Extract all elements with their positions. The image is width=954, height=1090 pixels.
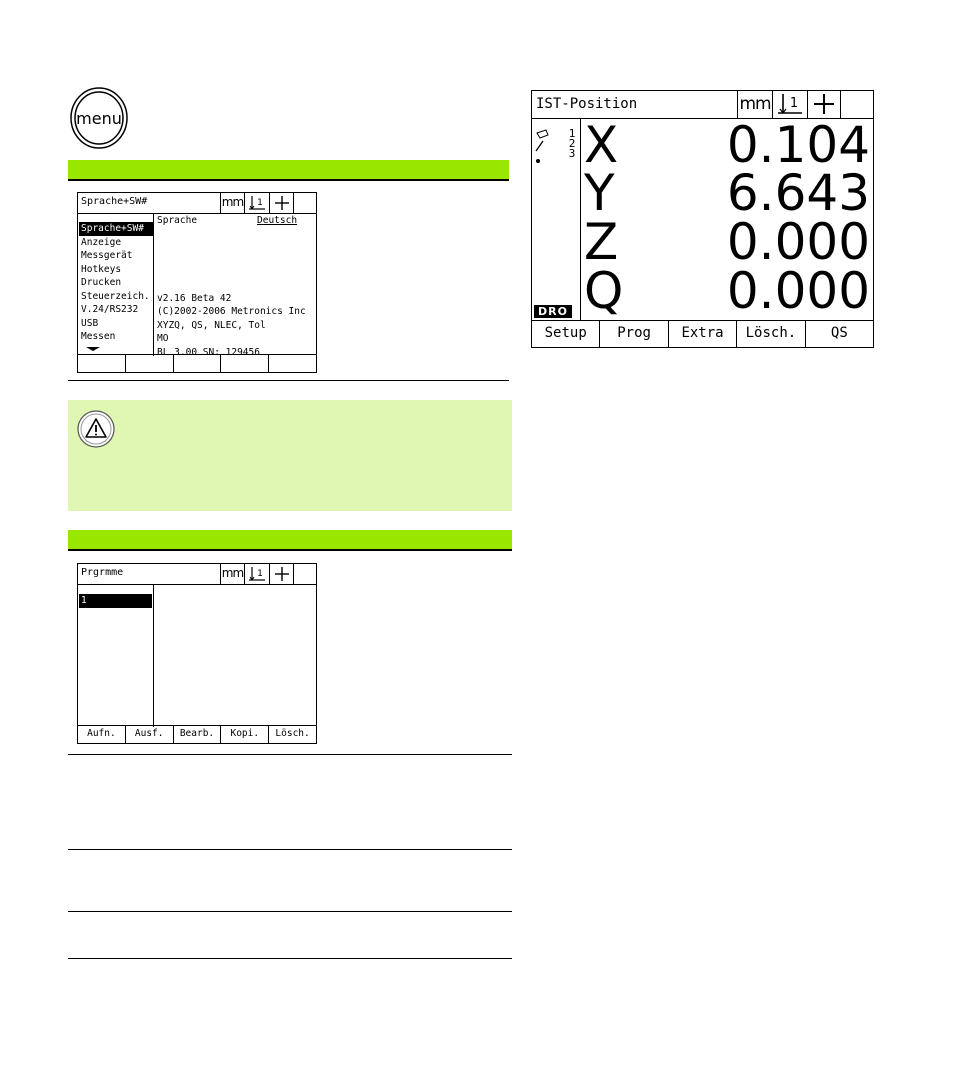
section-bar-2: [68, 530, 512, 549]
table-divider: [68, 958, 512, 959]
probe-icon: [534, 129, 550, 165]
unit-indicator: mm: [220, 193, 244, 213]
version-info: [157, 292, 306, 359]
side-numbers: [567, 129, 577, 159]
title-bar: [78, 564, 316, 585]
language-screen: [77, 192, 317, 373]
program-list-item[interactable]: 1: [79, 594, 152, 608]
language-value[interactable]: Deutsch: [257, 215, 298, 226]
menu-key-label: menu: [76, 109, 122, 128]
softkey-2[interactable]: [125, 355, 173, 372]
screen-title: Sprache+SW#: [81, 196, 148, 207]
program-list: [79, 594, 152, 608]
title-bar: [78, 193, 316, 214]
menu-key[interactable]: [70, 86, 130, 150]
menu-item-drucken[interactable]: Drucken: [81, 277, 122, 288]
warning-icon: [77, 410, 115, 448]
screen-title: IST-Position: [536, 96, 638, 112]
axis-y-label: Y: [584, 164, 615, 222]
info-line: BL 3.00 SN: 129456: [157, 346, 260, 358]
softkey-bar: [78, 725, 316, 743]
table-divider: [68, 849, 512, 850]
menu-item-sprache[interactable]: Sprache+SW#: [79, 222, 153, 236]
softkey-loesch[interactable]: Lösch.: [268, 726, 316, 743]
svg-text:1: 1: [789, 96, 799, 111]
axis-q-value: 0.000: [726, 262, 870, 320]
crosshair-icon: [269, 193, 293, 213]
softkey-extra[interactable]: Extra: [668, 321, 736, 347]
table-divider: [68, 911, 512, 912]
axis-x-label: X: [584, 116, 619, 174]
softkey-ausf[interactable]: Ausf.: [125, 726, 173, 743]
dro-badge: DRO: [534, 305, 572, 318]
crosshair-icon: [269, 564, 293, 584]
unit-indicator: mm: [220, 564, 244, 584]
side-number: 3: [568, 147, 576, 160]
scroll-down-arrow-icon[interactable]: [86, 347, 100, 351]
axis-z-label: Z: [584, 213, 619, 271]
datum-icon: [244, 564, 269, 584]
title-bar: [532, 91, 873, 119]
softkey-4[interactable]: [220, 355, 268, 372]
softkey-aufn[interactable]: Aufn.: [87, 728, 116, 739]
status-column-divider: [580, 118, 581, 321]
softkey-setup[interactable]: Setup: [544, 325, 587, 341]
menu-item-steuerzeich[interactable]: Steuerzeich.: [81, 290, 150, 302]
side-number: 2: [568, 137, 576, 150]
axis-y-value: 6.643: [726, 164, 870, 222]
empty-indicator: [840, 91, 874, 118]
section-bar-1: [68, 160, 509, 179]
section-divider: [68, 380, 509, 381]
info-line: v2.16 Beta 42: [157, 293, 232, 304]
axis-q-label: Q: [584, 262, 624, 320]
menu-item-messen[interactable]: Messen: [81, 331, 116, 342]
softkey-bar: [532, 320, 873, 347]
screen-title: Prgrmme: [81, 567, 124, 578]
dro-screen: [531, 90, 874, 348]
softkey-kopi[interactable]: Kopi.: [220, 726, 268, 743]
axis-z-value: 0.000: [726, 213, 870, 271]
list-divider: [153, 584, 154, 727]
info-line: XYZQ, QS, NLEC, Tol: [157, 319, 266, 331]
section-bar-2-rule: [68, 549, 512, 551]
info-line: MO: [157, 333, 169, 345]
note-box: [68, 400, 512, 511]
section-bar-1-rule: [68, 179, 509, 181]
empty-indicator: [293, 564, 317, 584]
menu-item-anzeige[interactable]: Anzeige: [81, 236, 122, 248]
axis-x-value: 0.104: [726, 116, 870, 174]
empty-indicator: [293, 193, 317, 213]
side-number: 1: [568, 127, 576, 140]
softkey-loesch[interactable]: Lösch.: [736, 321, 804, 347]
menu-key-icon: [70, 86, 130, 150]
crosshair-icon: [807, 91, 840, 118]
menu-item-usb[interactable]: USB: [81, 317, 99, 329]
svg-text:1: 1: [257, 569, 263, 579]
menu-item-rs232[interactable]: V.24/RS232: [81, 304, 139, 315]
softkey-5[interactable]: [268, 355, 316, 372]
softkey-3[interactable]: [173, 355, 221, 372]
softkey-prog[interactable]: Prog: [599, 321, 667, 347]
menu-item-hotkeys[interactable]: Hotkeys: [81, 263, 122, 275]
svg-text:1: 1: [257, 198, 263, 208]
softkey-1[interactable]: [78, 355, 125, 372]
settings-menu: [79, 222, 153, 344]
programs-screen: [77, 563, 317, 744]
menu-divider: [153, 213, 154, 356]
softkey-qs[interactable]: QS: [805, 321, 873, 347]
info-line: (C)2002-2006 Metronics Inc: [157, 306, 306, 318]
unit-indicator: mm: [737, 91, 772, 118]
softkey-bar: [78, 354, 316, 372]
softkey-bearb[interactable]: Bearb.: [173, 726, 221, 743]
table-divider: [68, 754, 512, 755]
menu-item-messgeraet[interactable]: Messgerät: [81, 250, 133, 261]
language-label: Sprache: [157, 215, 198, 226]
datum-icon: [772, 91, 807, 118]
datum-icon: [244, 193, 269, 213]
